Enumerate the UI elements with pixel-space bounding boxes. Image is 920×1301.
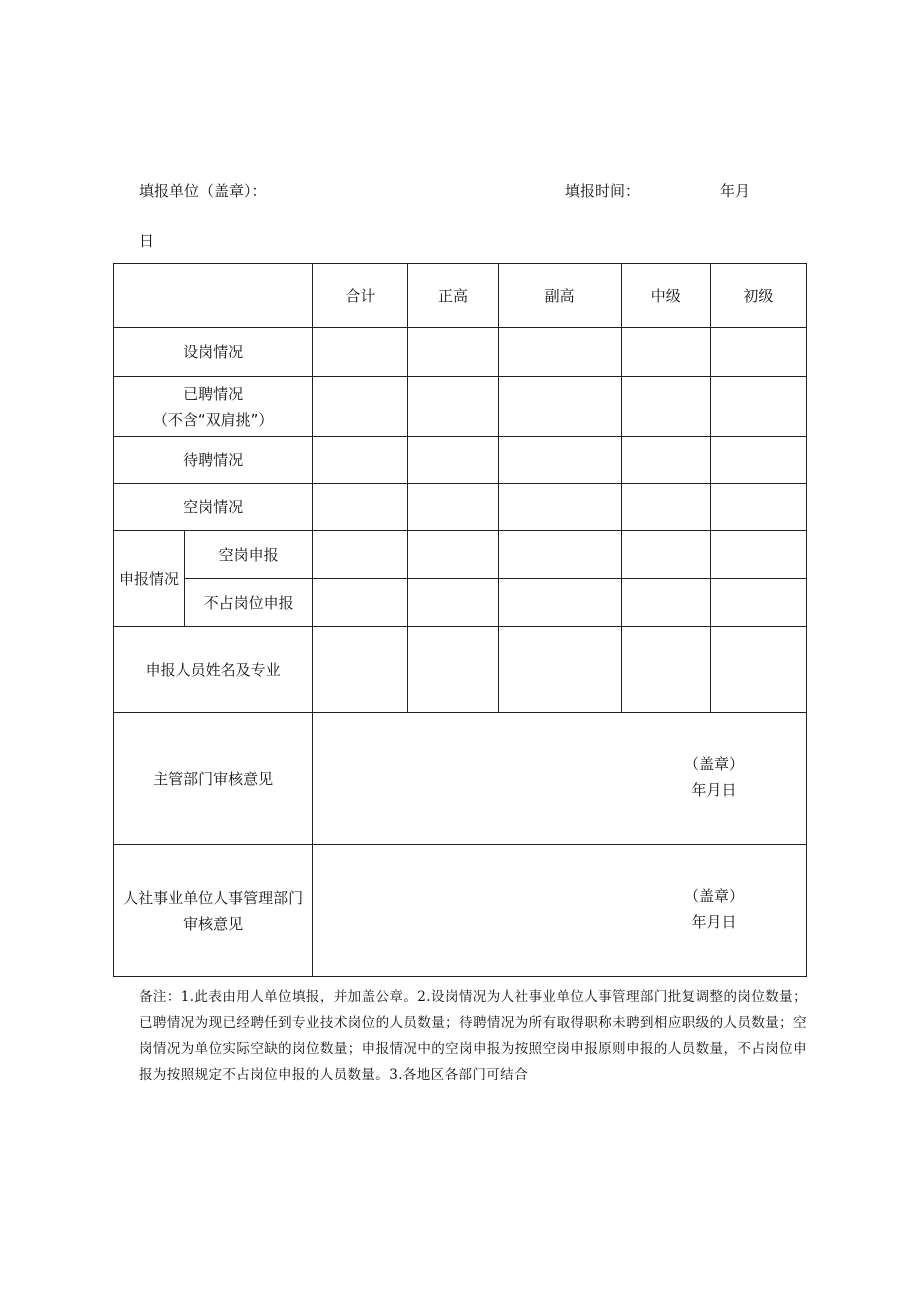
fill-time-day: 日	[139, 232, 155, 250]
cell-input[interactable]	[408, 627, 498, 713]
cell-input[interactable]	[710, 437, 806, 484]
cell-input[interactable]	[710, 531, 806, 579]
review-hr-date: 年月日	[691, 913, 737, 931]
row-names	[114, 627, 807, 713]
cell-input[interactable]	[621, 531, 710, 579]
cell-input[interactable]	[408, 328, 498, 377]
position-form-table	[113, 263, 807, 977]
row-label-declare-no-post: 不占岗位申报	[185, 579, 313, 627]
row-label-declare-vacant: 空岗申报	[185, 531, 313, 579]
row-label-review-hr-line1: 人社事业单位人事管理部门	[123, 888, 304, 907]
cell-input[interactable]	[313, 531, 408, 579]
cell-input[interactable]	[313, 377, 408, 437]
cell-input[interactable]	[498, 484, 621, 531]
cell-input[interactable]	[710, 328, 806, 377]
row-declare-vacant	[114, 531, 807, 579]
cell-input[interactable]	[408, 579, 498, 627]
row-label-vacant: 空岗情况	[114, 484, 313, 531]
review-hr-stamp-block	[684, 883, 744, 935]
cell-input[interactable]	[621, 484, 710, 531]
row-label-set-posts: 设岗情况	[114, 328, 313, 377]
cell-input[interactable]	[313, 484, 408, 531]
header-row	[114, 264, 807, 328]
cell-input[interactable]	[710, 579, 806, 627]
row-label-pending: 待聘情况	[114, 437, 313, 484]
corner-cell	[114, 264, 313, 328]
cell-input[interactable]	[498, 437, 621, 484]
review-hr-stamp: （盖章）	[683, 887, 744, 905]
cell-input[interactable]	[498, 328, 621, 377]
cell-input[interactable]	[408, 437, 498, 484]
cell-input[interactable]	[313, 328, 408, 377]
fill-time-year-month: 年月	[720, 182, 751, 200]
row-review-dept	[114, 713, 807, 845]
cell-input[interactable]	[621, 579, 710, 627]
cell-input[interactable]	[498, 377, 621, 437]
review-dept-stamp: （盖章）	[683, 755, 744, 773]
cell-input[interactable]	[498, 531, 621, 579]
col-header-junior: 初级	[710, 264, 806, 328]
cell-input[interactable]	[621, 437, 710, 484]
row-review-hr	[114, 845, 807, 977]
cell-input[interactable]	[710, 627, 806, 713]
cell-input[interactable]	[621, 328, 710, 377]
row-label-hired-line2: （不含“双肩挑”）	[152, 410, 274, 429]
review-dept-date: 年月日	[691, 781, 737, 799]
cell-input[interactable]	[710, 377, 806, 437]
row-vacant	[114, 484, 807, 531]
row-pending	[114, 437, 807, 484]
cell-input[interactable]	[498, 579, 621, 627]
row-label-review-dept: 主管部门审核意见	[114, 713, 313, 845]
cell-input[interactable]	[621, 627, 710, 713]
cell-input[interactable]	[710, 484, 806, 531]
row-label-names: 申报人员姓名及专业	[114, 627, 313, 713]
row-label-review-hr	[114, 845, 313, 977]
row-hired	[114, 377, 807, 437]
col-header-associate: 副高	[498, 264, 621, 328]
cell-input[interactable]	[621, 377, 710, 437]
row-label-declare-group: 申报情况	[114, 531, 185, 627]
row-label-hired	[114, 377, 313, 437]
cell-input[interactable]	[408, 377, 498, 437]
review-hr-opinion-area[interactable]	[313, 845, 807, 977]
row-declare-no-post	[114, 579, 807, 627]
notes-paragraph: 备注：1.此表由用人单位填报，并加盖公章。2.设岗情况为人社事业单位人事管理部门批复调整的岗位数量；已聘情况为现已经聘任到专业技术岗位的人员数量；待聘情况为所有取得职称未聘到相应职级的人员数量；空岗情况为单位实际空缺的岗位数量；申报情况中的空岗申报为按照空岗申报原则申报的人员数量，不占岗位申报为按照规定不占岗位申报的人员数量。3.各地区各部门可结合	[139, 989, 807, 1083]
cell-input[interactable]	[313, 579, 408, 627]
row-label-review-hr-line2: 审核意见	[183, 914, 244, 933]
fill-time-label: 填报时间：	[565, 182, 641, 200]
review-dept-stamp-block	[684, 751, 744, 803]
col-header-senior: 正高	[408, 264, 498, 328]
col-header-total: 合计	[313, 264, 408, 328]
fill-unit-label: 填报单位（盖章）：	[139, 182, 267, 200]
col-header-intermediate: 中级	[621, 264, 710, 328]
cell-input[interactable]	[408, 484, 498, 531]
cell-input[interactable]	[498, 627, 621, 713]
cell-input[interactable]	[408, 531, 498, 579]
cell-input[interactable]	[313, 627, 408, 713]
review-dept-opinion-area[interactable]	[313, 713, 807, 845]
cell-input[interactable]	[313, 437, 408, 484]
row-set-posts	[114, 328, 807, 377]
row-label-hired-line1: 已聘情况	[183, 384, 244, 403]
